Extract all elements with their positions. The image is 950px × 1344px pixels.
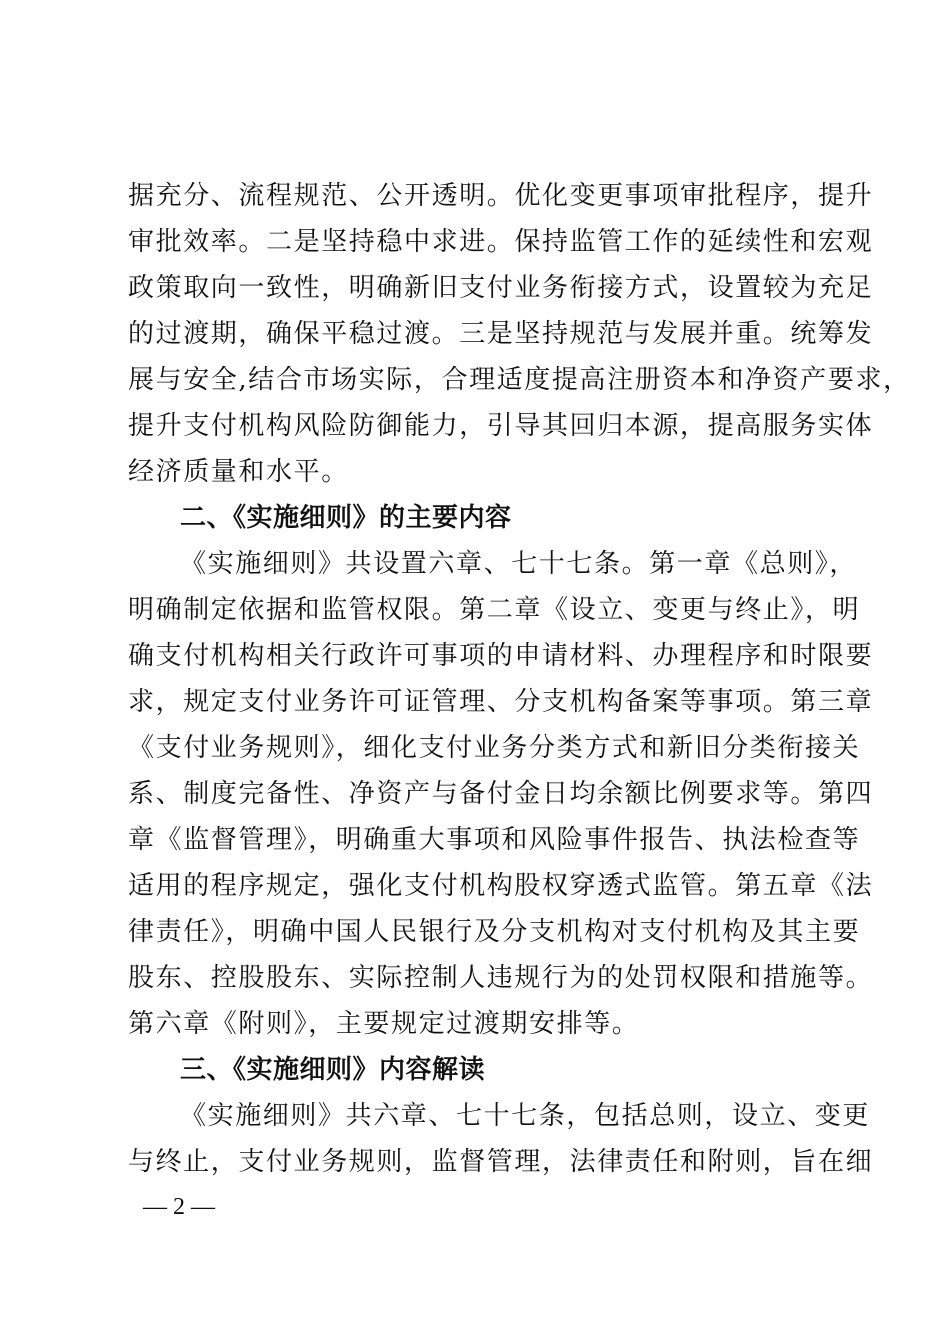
body-line: 章《监督管理》，明确重大事项和风险事件报告、执法检查等: [128, 825, 861, 855]
body-line: 第六章《附则》，主要规定过渡期安排等。: [128, 1009, 640, 1039]
body-line: 系、制度完备性、净资产与备付金日均余额比例要求等。第四: [128, 779, 874, 809]
section-heading-3: 三、《实施细则》内容解读: [180, 1055, 486, 1085]
body-line: 律责任》，明确中国人民银行及分支机构对支付机构及其主要: [128, 917, 861, 947]
body-line: 经济质量和水平。: [128, 457, 349, 487]
paragraph-first-line: 《实施细则》共六章、七十七条，包括总则，设立、变更: [180, 1101, 871, 1131]
body-line: 的过渡期，确保平稳过渡。三是坚持规范与发展并重。统筹发: [128, 319, 874, 349]
body-line: 确支付机构相关行政许可事项的申请材料、办理程序和时限要: [128, 641, 874, 671]
body-line: 政策取向一致性，明确新旧支付业务衔接方式，设置较为充足: [128, 273, 874, 303]
body-line: 与终止，支付业务规则，监督管理，法律责任和附则，旨在细: [128, 1147, 874, 1177]
body-line: 《支付业务规则》，细化支付业务分类方式和新旧分类衔接关: [128, 733, 861, 763]
body-line: 股东、控股股东、实际控制人违规行为的处罚权限和措施等。: [128, 963, 874, 993]
body-line: 适用的程序规定，强化支付机构股权穿透式监管。第五章《法: [128, 871, 874, 901]
body-line: 明确制定依据和监管权限。第二章《设立、变更与终止》，明: [128, 595, 861, 625]
section-heading-2: 二、《实施细则》的主要内容: [180, 503, 512, 533]
body-line: 求，规定支付业务许可证管理、分支机构备案等事项。第三章: [128, 687, 874, 717]
body-line: 展与安全,结合市场实际，合理适度提高注册资本和净资产要求，: [128, 365, 911, 395]
body-line: 审批效率。二是坚持稳中求进。保持监管工作的延续性和宏观: [128, 227, 874, 257]
body-line: 提升支付机构风险防御能力，引导其回归本源，提高服务实体: [128, 411, 874, 441]
page-number: — 2 —: [143, 1194, 215, 1220]
body-line: 据充分、流程规范、公开透明。优化变更事项审批程序，提升: [128, 181, 874, 211]
paragraph-first-line: 《实施细则》共设置六章、七十七条。第一章《总则》，: [180, 549, 858, 579]
